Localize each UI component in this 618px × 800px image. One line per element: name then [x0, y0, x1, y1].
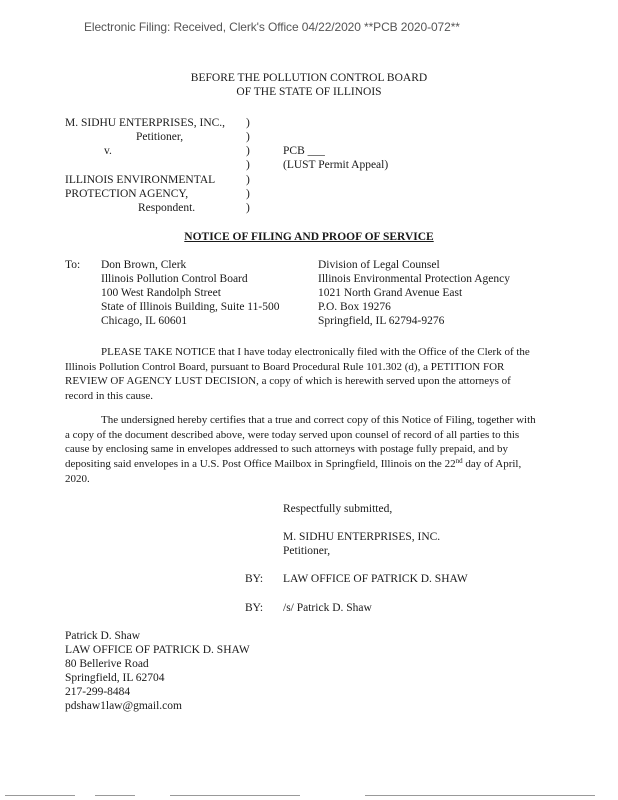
address-line: 100 West Randolph Street [101, 287, 221, 299]
address-line: Don Brown, Clerk [101, 259, 187, 271]
attorney-name: Patrick D. Shaw [65, 630, 141, 642]
address-line: P.O. Box 19276 [318, 301, 391, 313]
case-type: (LUST Permit Appeal) [283, 159, 389, 171]
certificate-text-end: day of April, 2020. [65, 458, 522, 485]
caption-bracket: ) [246, 145, 250, 157]
certificate-paragraph [65, 413, 537, 487]
notice-paragraph-text: PLEASE TAKE NOTICE that I have today electronically filed with the Office of the Clerk of the Illinois Pollution Control Board, pursuant to Board Procedural Rule 101.302 (d), a PETITION FOR REVIEW OF AGENCY LUST DECISION, a copy of which is herewith served upon the attorneys of record in this cause. [65, 346, 530, 403]
by-label: BY: [245, 573, 264, 585]
caption-bracket: ) [246, 117, 250, 129]
petitioner-role: Petitioner, [136, 131, 184, 143]
attorney-phone: 217-299-8484 [65, 686, 131, 698]
scan-artifact-line [5, 795, 75, 796]
address-line: State of Illinois Building, Suite 11-500 [101, 301, 280, 313]
caption-bracket: ) [246, 188, 250, 200]
scan-artifact-line [365, 795, 595, 796]
address-line: Illinois Environmental Protection Agency [318, 273, 510, 285]
address-line: Chicago, IL 60601 [101, 315, 188, 327]
case-number: PCB ___ [283, 145, 325, 157]
recipient-right-address [318, 258, 510, 328]
court-name-line1: BEFORE THE POLLUTION CONTROL BOARD [190, 72, 428, 84]
respondent-name-line2: PROTECTION AGENCY, [65, 188, 189, 200]
address-line: 1021 North Grand Avenue East [318, 287, 463, 299]
attorney-email: pdshaw1law@gmail.com [65, 700, 182, 712]
attorney-firm: LAW OFFICE OF PATRICK D. SHAW [65, 644, 250, 656]
signing-party-role: Petitioner, [283, 545, 331, 557]
respondent-role: Respondent. [138, 202, 196, 214]
scan-artifact-line [95, 795, 135, 796]
to-label: To: [65, 259, 81, 271]
closing: Respectfully submitted, [283, 503, 393, 515]
caption-bracket: ) [246, 174, 250, 186]
certificate-text: The undersigned hereby certifies that a true and correct copy of this Notice of Filing, together with a copy of the document described above, were today served upon counsel of record of all parties to this cause by enclosing same in envelopes addressed to such attorneys with postage fully prepaid, and by depositing said envelopes in a U.S. Post Office Mailbox in Springfield, Illinois on the 22 [65, 414, 536, 471]
filing-stamp: Electronic Filing: Received, Clerk's Office 04/22/2020 **PCB 2020-072** [84, 20, 460, 34]
attorney-city: Springfield, IL 62704 [65, 672, 165, 684]
signing-party: M. SIDHU ENTERPRISES, INC. [283, 531, 441, 543]
respondent-name-line1: ILLINOIS ENVIRONMENTAL [65, 174, 216, 186]
address-line: Illinois Pollution Control Board [101, 273, 248, 285]
document-title: NOTICE OF FILING AND PROOF OF SERVICE [184, 231, 434, 243]
court-name-line2: OF THE STATE OF ILLINOIS [236, 86, 382, 98]
caption-bracket: ) [246, 202, 250, 214]
electronic-signature: /s/ Patrick D. Shaw [283, 602, 372, 614]
ordinal-suffix: nd [455, 457, 463, 466]
notice-paragraph [65, 345, 537, 404]
attorney-contact-block [65, 629, 250, 713]
caption-bracket: ) [246, 159, 250, 171]
address-line: Springfield, IL 62794-9276 [318, 315, 445, 327]
attorney-street: 80 Bellerive Road [65, 658, 149, 670]
versus: v. [104, 145, 112, 157]
scan-artifact-line [170, 795, 300, 796]
caption-bracket: ) [246, 131, 250, 143]
recipient-left-address [101, 258, 279, 328]
law-office-name: LAW OFFICE OF PATRICK D. SHAW [283, 573, 468, 585]
by-label: BY: [245, 602, 264, 614]
petitioner-name: M. SIDHU ENTERPRISES, INC., [65, 117, 226, 129]
address-line: Division of Legal Counsel [318, 259, 440, 271]
